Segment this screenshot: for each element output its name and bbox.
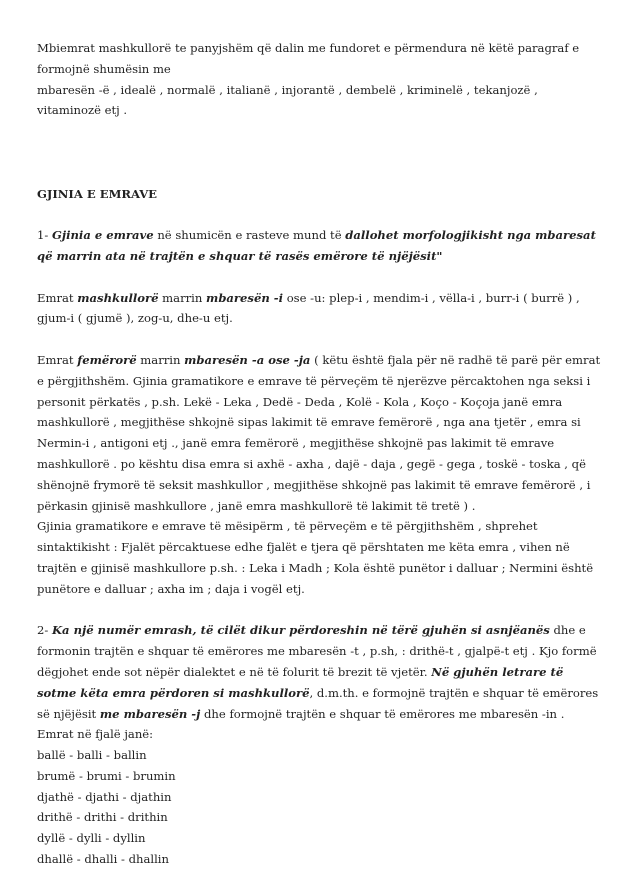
examples-list bbox=[37, 745, 605, 870]
rule-2-subject: Ka një numër emrash, të cilët dikur përdoreshin në tërë gjuhën si asnjëanës bbox=[51, 623, 550, 638]
feminine-paragraph bbox=[37, 350, 605, 600]
feminine-term: femërorë bbox=[77, 352, 137, 367]
rule-1-paragraph bbox=[37, 225, 605, 267]
rule-2-text-3: dhe formojnë trajtën e shquar të emërores me mbaresën -in . bbox=[200, 706, 565, 721]
feminine-text-2: marrin bbox=[136, 352, 185, 367]
examples-intro: Emrat në fjalë janë: bbox=[37, 727, 154, 742]
masculine-ending: mbaresën -i bbox=[206, 290, 284, 305]
list-item: dyllë - dylli - dyllin bbox=[37, 831, 146, 846]
list-item: djathë - djathi - djathin bbox=[37, 789, 172, 804]
document-page bbox=[37, 38, 605, 870]
rule-2-ending: me mbaresën -j bbox=[99, 706, 201, 721]
rule-2-text-1: dhe e formonin trajtën e shquar të emërores me mbaresën -t , p.sh, : drithë-t , gjalpë-t etj . Kjo formë dëgjohet ende sot nëpër dialektet e në të folurit të brezit të vjetër. bbox=[37, 623, 597, 679]
rule-2-number: 2- bbox=[37, 623, 52, 638]
feminine-text-3: ( këtu është fjala për në radhë të parë për emrat e përgjithshëm. Gjinia gramatikore e emrave të përveçëm të njerëzve përcaktohen nga seksi i personit përkatës , p.sh. Lekë - Leka , Dedë - Deda , Kolë - Kola , Koço - Koçoja janë emra mashkullorë , megjithëse shkojnë sipas lakimit të emrave femërorë , nga ana tjetër , emra si Nermin-i , antigoni etj ., janë emra femërorë , megjithëse shkojnë pas lakimit të emrave mashkullorë . po kështu disa emra si axhë - axha , dajë - daja , gegë - gega , toskë - toska , që shënojnë frymorë të seksit mashkullor , megjithëse shkojnë pas lakimit të emrave femërorë , i përkasin gjinisë mashkullore , janë emra mashkullorë të lakimit të tretë ) . bbox=[37, 352, 601, 513]
intro-line-2: mbaresën -ë , idealë , normalë , italianë , injorantë , dembelë , kriminelë , tekanjozë , vitaminozë etj . bbox=[37, 82, 538, 118]
intro-paragraph bbox=[37, 38, 605, 121]
rule-1-subject: Gjinia e emrave bbox=[51, 228, 154, 243]
masculine-text-2: marrin bbox=[158, 290, 207, 305]
masculine-text-3: ose -u: plep-i , mendim-i , vëlla-i , burr-i ( burrë ) , gjum-i ( gjumë ), zog-u, dhe-u etj. bbox=[37, 290, 580, 326]
masculine-text-1: Emrat bbox=[37, 290, 78, 305]
rule-1-text: në shumicën e rasteve mund të bbox=[153, 228, 346, 243]
list-item: drithë - drithi - drithin bbox=[37, 810, 168, 825]
feminine-text-1: Emrat bbox=[37, 352, 78, 367]
list-item: ballë - balli - ballin bbox=[37, 748, 147, 763]
intro-line-1: Mbiemrat mashkullorë te panyjshëm që dalin me fundoret e përmendura në këtë paragraf e formojnë shumësin me bbox=[37, 41, 580, 76]
syntactic-gender-text: Gjinia gramatikore e emrave të mësipërm , të përveçëm e të përgjithshëm , shprehet sintaktikisht : Fjalët përcaktuese edhe fjalët e tjera që përshtaten me këta emra , vihen në trajtën e gjinisë mashkullore p.sh. : Leka i Madh ; Kola është punëtor i dalluar ; Nermini është punëtore e dalluar ; axha im ; daja i vogël etj. bbox=[37, 519, 594, 596]
masculine-term: mashkullorë bbox=[77, 290, 159, 305]
rule-2-paragraph bbox=[37, 620, 605, 745]
list-item: dhallë - dhalli - dhallin bbox=[37, 852, 169, 867]
rule-2-text-2: , d.m.th. e formojnë trajtën e shquar të emërores së njëjësit bbox=[37, 685, 599, 721]
list-item: brumë - brumi - brumin bbox=[37, 768, 176, 783]
masculine-paragraph bbox=[37, 288, 605, 330]
rule-2-emphasis: Në gjuhën letrare të sotme këta emra përdoren si mashkullorë bbox=[37, 664, 564, 700]
rule-1-emphasis: dallohet morfologjikisht nga mbaresat që marrin ata në trajtën e shquar të rasës emërore të njëjësit" bbox=[37, 228, 596, 263]
rule-1-number: 1- bbox=[37, 228, 52, 243]
section-heading: GJINIA E EMRAVE bbox=[37, 186, 158, 201]
feminine-ending: mbaresën -a ose -ja bbox=[184, 352, 311, 367]
